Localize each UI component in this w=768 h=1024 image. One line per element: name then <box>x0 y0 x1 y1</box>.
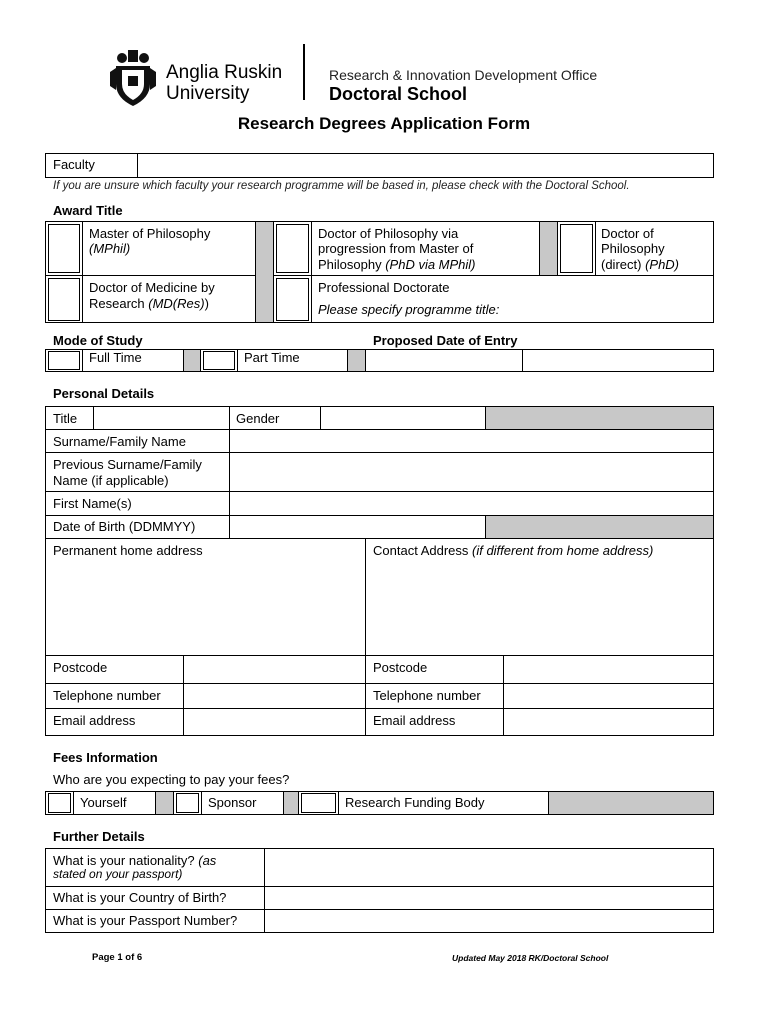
checkbox-yourself[interactable] <box>48 793 71 813</box>
university-name-line2: University <box>166 83 250 104</box>
fees-heading: Fees Information <box>53 750 158 765</box>
checkbox-full-time[interactable] <box>48 351 80 370</box>
checkbox-sponsor[interactable] <box>176 793 199 813</box>
checkbox-part-time[interactable] <box>203 351 235 370</box>
gender-input[interactable] <box>321 407 485 429</box>
entry-date-input-1[interactable] <box>366 350 522 371</box>
award-phdvia-line2: progression from Master of <box>318 241 474 256</box>
contact-email-input[interactable] <box>504 709 713 735</box>
passport-label: What is your Passport Number? <box>53 913 238 928</box>
contact-telephone-label: Telephone number <box>373 688 481 703</box>
fees-question: Who are you expecting to pay your fees? <box>53 772 290 787</box>
school-name: Doctoral School <box>329 84 468 104</box>
yourself-label: Yourself <box>80 795 127 810</box>
home-address-input[interactable] <box>46 560 365 655</box>
award-phdvia-line3: Philosophy (PhD via MPhil) <box>318 257 476 272</box>
updated-note: Updated May 2018 RK/Doctoral School <box>452 953 609 963</box>
home-address-label: Permanent home address <box>53 543 203 558</box>
award-phddirect-line2: Philosophy <box>601 241 665 256</box>
page-number: Page 1 of 6 <box>92 952 143 963</box>
programme-title-input[interactable] <box>520 296 710 318</box>
home-postcode-label: Postcode <box>53 660 108 675</box>
country-of-birth-label: What is your Country of Birth? <box>53 890 227 905</box>
first-names-input[interactable] <box>230 492 713 515</box>
home-email-label: Email address <box>53 713 136 728</box>
checkbox-phd-direct[interactable] <box>560 224 593 273</box>
title-label: Title <box>53 411 78 426</box>
prev-surname-label-2: Name (if applicable) <box>53 473 169 488</box>
contact-postcode-input[interactable] <box>504 656 713 683</box>
award-title-heading: Award Title <box>53 203 123 218</box>
passport-input[interactable] <box>265 910 713 932</box>
part-time-label: Part Time <box>244 350 300 365</box>
checkbox-mphil[interactable] <box>48 224 80 273</box>
dob-label: Date of Birth (DDMMYY) <box>53 519 196 534</box>
home-postcode-input[interactable] <box>184 656 365 683</box>
gender-label: Gender <box>236 411 280 426</box>
nationality-label-2: stated on your passport) <box>53 867 183 881</box>
prev-surname-input[interactable] <box>230 453 713 491</box>
proposed-date-heading: Proposed Date of Entry <box>373 333 518 348</box>
country-of-birth-input[interactable] <box>265 887 713 909</box>
checkbox-prof-doctorate[interactable] <box>276 278 309 321</box>
contact-telephone-input[interactable] <box>504 684 713 708</box>
checkbox-funding-body[interactable] <box>301 793 336 813</box>
contact-postcode-label: Postcode <box>373 660 428 675</box>
award-mphil-line2: (MPhil) <box>89 241 131 256</box>
award-mdres-line1: Doctor of Medicine by <box>89 280 215 295</box>
award-prof-line1: Professional Doctorate <box>318 280 450 295</box>
nationality-input[interactable] <box>265 849 713 886</box>
faculty-label: Faculty <box>53 157 95 172</box>
surname-label: Surname/Family Name <box>53 434 186 449</box>
home-telephone-label: Telephone number <box>53 688 161 703</box>
dob-input[interactable] <box>230 516 485 538</box>
contact-address-label: Contact Address (if different from home address) <box>373 543 654 558</box>
nationality-label-1: What is your nationality? (as <box>53 853 217 868</box>
award-phddirect-line3: (direct) (PhD) <box>601 257 680 272</box>
title-input[interactable] <box>94 407 229 429</box>
personal-details-heading: Personal Details <box>53 386 155 401</box>
sponsor-label: Sponsor <box>208 795 257 810</box>
checkbox-md-res[interactable] <box>48 278 80 321</box>
form-title: Research Degrees Application Form <box>237 114 531 133</box>
entry-date-input-2[interactable] <box>523 350 713 371</box>
office-name: Research & Innovation Development Office <box>329 67 598 83</box>
further-details-heading: Further Details <box>53 829 145 844</box>
award-mphil-line1: Master of Philosophy <box>89 226 211 241</box>
faculty-input[interactable] <box>138 154 713 177</box>
home-email-input[interactable] <box>184 709 365 735</box>
home-telephone-input[interactable] <box>184 684 365 708</box>
checkbox-phd-via-mphil[interactable] <box>276 224 309 273</box>
surname-input[interactable] <box>230 430 713 452</box>
crest-icon <box>108 46 158 108</box>
university-name-line1: Anglia Ruskin <box>166 62 283 83</box>
mode-of-study-heading: Mode of Study <box>53 333 143 348</box>
contact-address-input[interactable] <box>366 560 713 655</box>
funding-body-label: Research Funding Body <box>345 795 485 810</box>
award-phddirect-line1: Doctor of <box>601 226 654 241</box>
prev-surname-label-1: Previous Surname/Family <box>53 457 202 472</box>
award-prof-line2: Please specify programme title: <box>318 302 500 317</box>
faculty-note: If you are unsure which faculty your research programme will be based in, please check with the Doctoral School. <box>53 180 630 192</box>
award-phdvia-line1: Doctor of Philosophy via <box>318 226 459 241</box>
contact-email-label: Email address <box>373 713 456 728</box>
award-mdres-line2: Research (MD(Res)) <box>89 296 209 311</box>
full-time-label: Full Time <box>89 350 142 365</box>
university-logo <box>108 46 308 108</box>
header-divider <box>303 44 305 100</box>
first-names-label: First Name(s) <box>53 496 132 511</box>
